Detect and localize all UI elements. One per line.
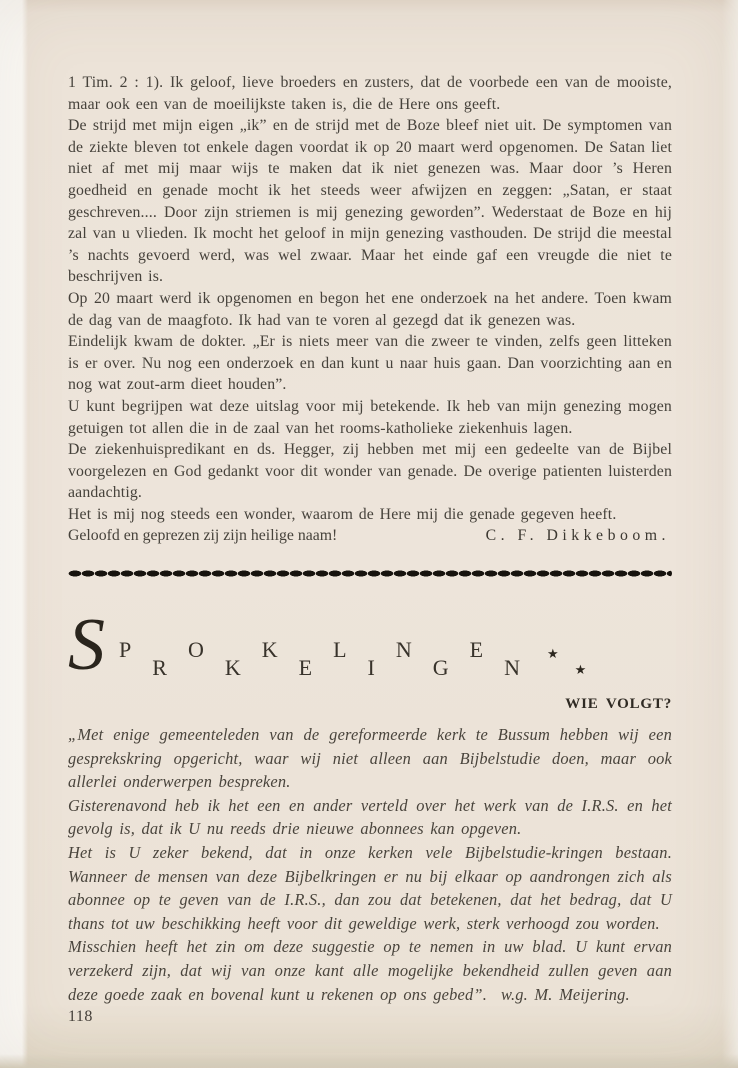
testimony-paragraph: U kunt begrijpen wat deze uitslag voor mij betekende. Ik heb van mijn genezing mogen getuigen tot allen die in de zaal van het rooms-katholieke ziekenhuis lagen. <box>68 397 672 437</box>
heading-letter: I <box>367 655 375 681</box>
scan-edge-bottom <box>0 1054 738 1068</box>
scan-edge-left <box>0 0 28 1068</box>
heading-letter: N <box>504 655 520 681</box>
testimony-paragraph: De strijd met mijn eigen „ik” en de strijd met de Boze bleef niet uit. De symptomen van de ziekte bleven tot enkele dagen voordat ik op 20 maart werd opgenomen. De Satan liet niet af met mij maar wijs te maken dat ik niet genezen was. Maar door ’s Heren goedheid en genade mocht ik het steeds weer afwijzen en zeggen: „Satan, er staat geschreven.... Door zijn striemen is mij genezing geworden”. Wederstaat de Boze en hij zal van u vlieden. Ik mocht het geloof in mijn genezing vasthouden. De strijd die meestal ’s nachts gevoerd werd, was wel zwaar. Maar het einde gaf een vreugde die niet te beschrijven is. <box>68 117 672 286</box>
heading-letter: N <box>395 637 412 663</box>
heading-letter: L <box>333 637 347 663</box>
letter-paragraph-with-signature <box>68 935 672 1006</box>
sprokkelingen-heading <box>68 604 672 690</box>
star-icon: ★ <box>546 646 559 662</box>
testimony-paragraph: 1 Tim. 2 : 1). Ik geloof, lieve broeders en zusters, dat de voorbede een van de mooiste, maar ook een van de moeilijkste taken is, die de Here ons geeft. <box>68 74 672 113</box>
letter-paragraph-text: Misschien heeft het zin om deze suggestie op te nemen in uw blad. U kunt ervan verzekerd zijn, dat wij van onze kant alle mogelijke bekendheid zullen geven aan deze goede zaak en bovenal kunt u rekenen op ons gebed”. <box>68 937 672 1004</box>
letter-paragraph: Het is U zeker bekend, dat in onze kerken vele Bijbelstudie-kringen bestaan. Wanneer de mensen van deze Bijbelkringen er nu bij elkaar op aandrongen zich als abonnee op te geven van de I.R.S., dan zou dat betekenen, dat het bedrag, dat U thans tot uw beschikking heeft voor dit geweldige werk, sterk verhoogd zou worden. <box>68 843 672 933</box>
testimony-paragraph: Eindelijk kwam de dokter. „Er is niets meer van die zweer te vinden, zelfs geen litteken is er over. Nu nog een onderzoek en dan kunt u naar huis gaan. Dan voorzichting aan en nog wat zout-arm dieet houden”. <box>68 333 672 394</box>
testimony-article <box>68 72 672 547</box>
heading-letter: O <box>187 637 204 663</box>
heading-letter: E <box>469 637 484 663</box>
page-content <box>68 72 672 1026</box>
testimony-paragraph: De ziekenhuispredikant en ds. Hegger, zij hebben met mij een gedeelte van de Bijbel voorgelezen en God gedankt voor dit wonder van genade. De overige patienten luisterden aandachtig. <box>68 441 672 502</box>
closing-text: Geloofd en geprezen zij zijn heilige naam! <box>68 527 338 545</box>
letter-signature: w.g. M. Meijering. <box>501 984 630 1004</box>
rope-divider <box>68 569 672 578</box>
reader-letter <box>68 723 672 1006</box>
scan-edge-right <box>722 0 738 1068</box>
heading-letter: P <box>119 637 132 663</box>
star-icon: ★ <box>574 662 587 678</box>
letter-paragraph: Gisterenavond heb ik het een en ander verteld over het werk van de I.R.S. en het gevolg is, dat ik U nu reeds drie nieuwe abonnees kan opgeven. <box>68 795 672 839</box>
heading-letter: R <box>152 655 167 681</box>
letter-paragraph: „Met enige gemeenteleden van de gereformeerde kerk te Bussum hebben wij een gesprekskring opgericht, waar wij niet alleen aan Bijbelstudie doen, maar ook allerlei onderwerpen bespreken. <box>68 725 672 792</box>
subheading-wie-volgt: WIE VOLGT? <box>565 696 672 713</box>
heading-letter: K <box>224 655 241 681</box>
testimony-paragraph: Op 20 maart werd ik opgenomen en begon het ene onderzoek na het andere. Toen kwam de dag van de maagfoto. Ik had van te voren al gezegd dat ik genezen was. <box>68 289 672 329</box>
heading-letter: K <box>261 637 278 663</box>
page-number: 118 <box>68 1008 93 1026</box>
heading-initial-letter: S <box>68 604 105 687</box>
heading-letter: G <box>432 655 449 681</box>
closing-line <box>68 525 672 547</box>
heading-letter: E <box>298 655 313 681</box>
testimony-paragraph: Het is mij nog steeds een wonder, waarom de Here mij die genade gegeven heeft. <box>68 505 617 523</box>
author-signature: C. F. Dikkeboom. <box>485 527 670 545</box>
